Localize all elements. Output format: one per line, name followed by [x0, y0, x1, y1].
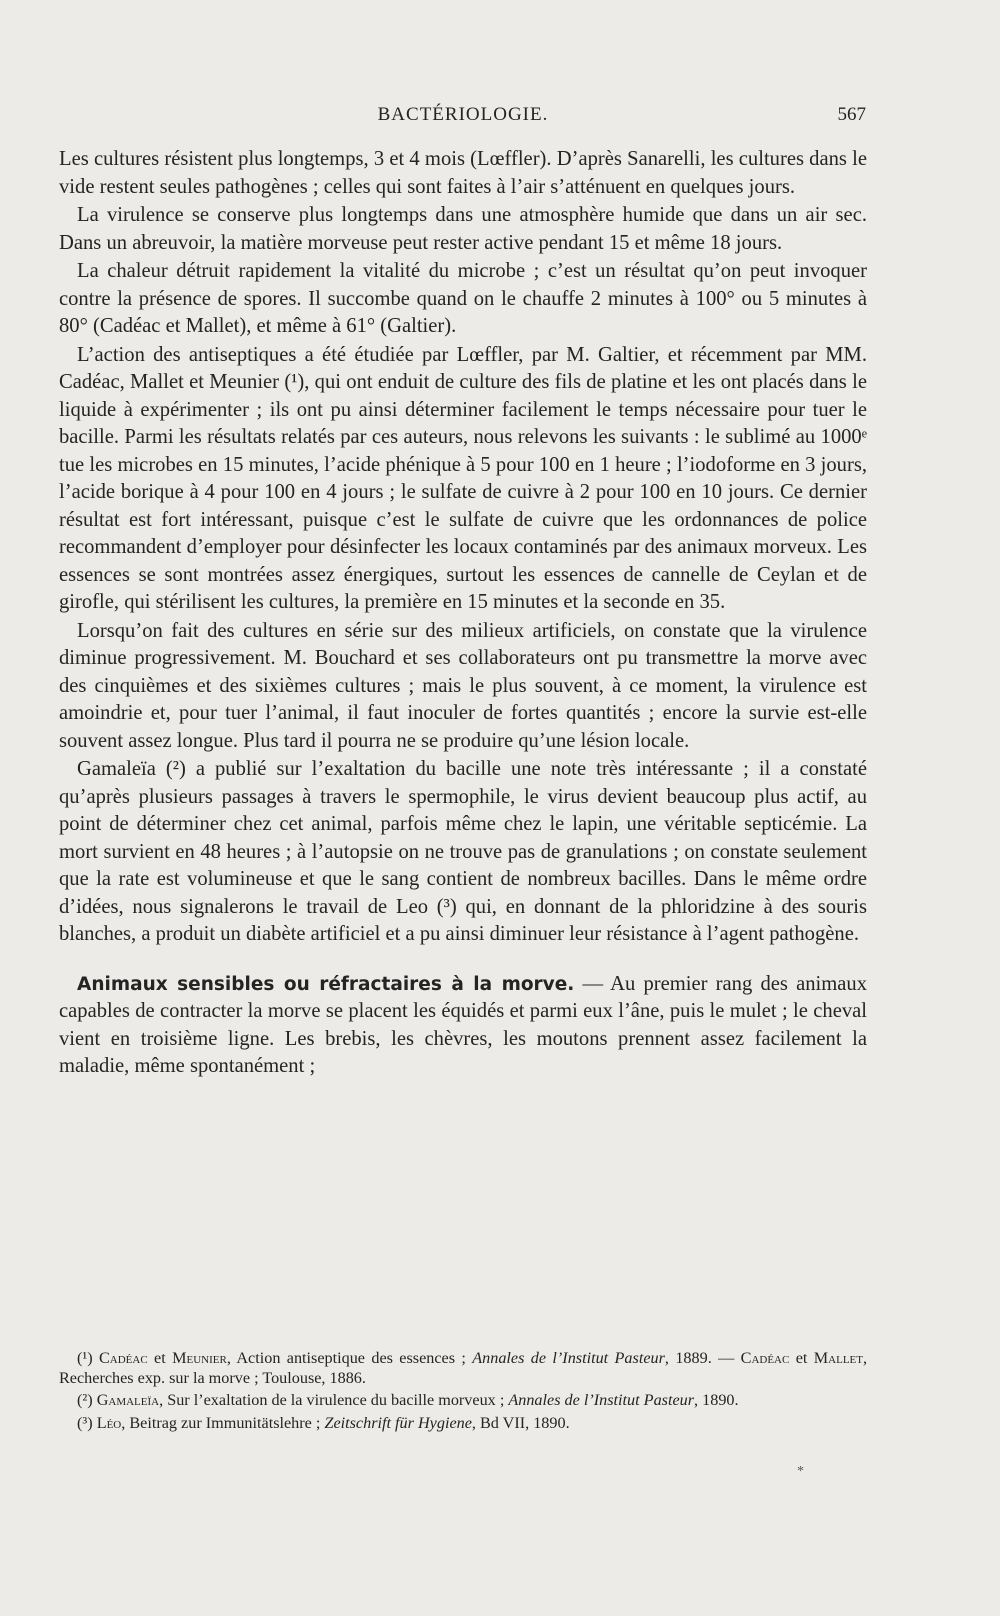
paragraph: La virulence se conserve plus longtemps dans une atmosphère humide que dans un air sec. Dans un abreuvoir, la matière morveuse peut rester active pendant 15 et même 18 jours.: [59, 204, 867, 254]
footnote-journal: Annales de l’Institut Pasteur: [508, 1391, 695, 1409]
footnote-author: Mallet: [813, 1349, 863, 1367]
footnote-author: Léo: [96, 1413, 122, 1432]
footnote-text: , 1889. —: [664, 1349, 741, 1367]
page-header: [60, 104, 866, 134]
footnote-mark: (³): [77, 1413, 97, 1432]
footnote-text: , 1890.: [694, 1391, 739, 1409]
paragraph: Les cultures résistent plus longtemps, 3 et 4 mois (Lœffler). D’après Sanarelli, les cultures dans le vide restent seules pathogènes ; celles qui sont faites à l’air s’atténuent en quelques jours.: [59, 148, 867, 198]
signature-mark: *: [797, 1464, 804, 1479]
footnote-text: et: [147, 1349, 173, 1367]
footnote-1: [59, 1349, 867, 1388]
footnote-journal: Annales de l’Institut Pasteur: [472, 1349, 665, 1367]
footnote-2: [59, 1391, 867, 1411]
page-number: 567: [837, 104, 866, 125]
section-heading: Animaux sensibles ou réfractaires à la morve.: [77, 973, 575, 995]
footnote-text: , Bd VII, 1890.: [471, 1413, 570, 1432]
section-text: — Au premier rang des animaux capables de contracter la morve se placent les équidés et parmi eux l’âne, puis le mulet ; le cheval vient en troisième ligne. Les brebis, les chèvres, les moutons prennent assez facilement la maladie, même spontanément ;: [59, 972, 867, 1077]
footnote-journal: Zeitschrift für Hygiene: [324, 1413, 472, 1432]
footnote-author: Meunier: [172, 1349, 227, 1367]
section-paragraph: [59, 971, 867, 1081]
footnote-text: , Recherches exp. sur la morve ; Toulouse, 1886.: [59, 1349, 868, 1387]
footnote-3: [59, 1414, 867, 1434]
footnote-text: , Sur l’exaltation de la virulence du bacille morveux ;: [159, 1391, 509, 1409]
paragraph: La chaleur détruit rapidement la vitalité du microbe ; c’est un résultat qu’on peut invoquer contre la présence de spores. Il succombe quand on le chauffe 2 minutes à 100° ou 5 minutes à 80° (Cadéac et Mallet), et même à 61° (Galtier).: [59, 260, 867, 337]
footnote-mark: (²): [77, 1391, 97, 1409]
footnote-author: Cadéac: [99, 1349, 148, 1367]
footnote-text: , Action antiseptique des essences ;: [226, 1349, 473, 1367]
paragraph: Gamaleïa (²) a publié sur l’exaltation du bacille une note très intéressante ; il a constaté qu’après plusieurs passages à travers le spermophile, le virus devient beaucoup plus actif, au point de déterminer chez cet animal, parfois même chez le lapin, une véritable septicémie. La mort survient en 48 heures ; à l’autopsie on ne trouve pas de granulations ; on constate seulement que la rate est volumineuse et que le sang contient de nombreux bacilles. Dans le même ordre d’idées, nous signalerons le travail de Leo (³) qui, en donnant de la phloridzine à des souris blanches, a produit un diabète artificiel et a pu ainsi diminuer leur résistance à l’agent pathogène.: [59, 758, 867, 945]
footnote-text: et: [789, 1349, 814, 1367]
paragraph: Lorsqu’on fait des cultures en série sur des milieux artificiels, on constate que la virulence diminue progressivement. M. Bouchard et ses collaborateurs ont pu transmettre la morve avec des cinquièmes et des sixièmes cultures ; mais le plus souvent, à ce moment, la virulence est amoindrie et, pour tuer l’animal, il faut inoculer de fortes quantités ; encore la survie est-elle souvent assez longue. Plus tard il pourra ne se produire qu’une lésion locale.: [59, 619, 867, 752]
footnote-author: Gamaleïa: [96, 1391, 160, 1409]
footnote-mark: (¹): [77, 1349, 99, 1367]
footnote-text: , Beitrag zur Immunitätslehre ;: [121, 1413, 325, 1432]
footnote-author: Cadéac: [740, 1349, 790, 1367]
paragraph: L’action des antiseptiques a été étudiée par Lœffler, par M. Galtier, et récemment par MM. Cadéac, Mallet et Meunier (¹), qui ont enduit de culture des fils de platine et les ont placés dans le liquide à expérimenter ; ils ont pu ainsi déterminer facilement le temps nécessaire pour tuer le bacille. Parmi les résultats relatés par ces auteurs, nous relevons les suivants : le sublimé au 1000ᵉ tue les microbes en 15 minutes, l’acide phénique à 5 pour 100 en 1 heure ; l’iodoforme en 3 jours, l’acide borique à 4 pour 100 en 4 jours ; le sulfate de cuivre à 2 pour 100 en 10 jours. Ce dernier résultat est fort intéressant, puisque c’est le sulfate de cuivre que les ordonnances de police recommandent d’employer pour désinfecter les locaux contaminés par des animaux morveux. Les essences se sont montrées assez énergiques, surtout les essences de cannelle de Ceylan et de girofle, qui stérilisent les cultures, la première en 15 minutes et la seconde en 35.: [59, 343, 867, 613]
running-title: BACTÉRIOLOGIE.: [377, 104, 549, 125]
body-text: [59, 146, 867, 1081]
footnotes: [59, 1349, 867, 1436]
